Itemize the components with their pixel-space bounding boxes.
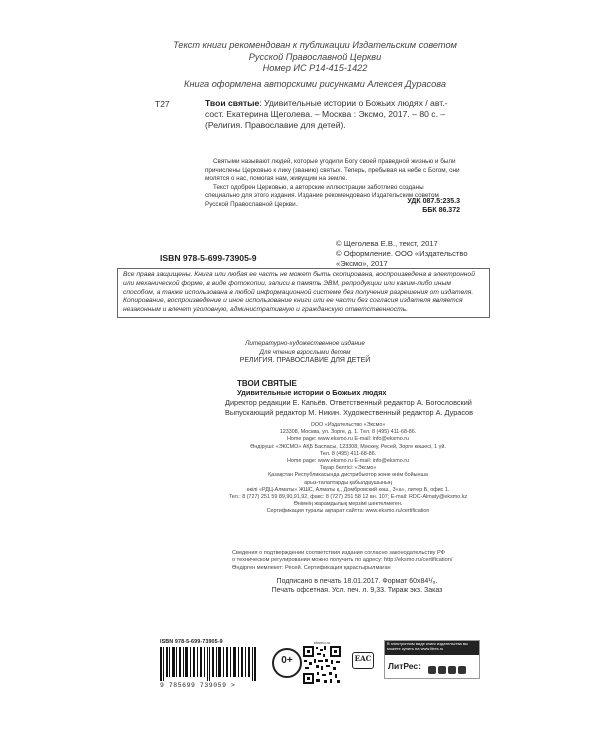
annotation-para: Святыми называют людей, которые угодили Богу своей праведной жизнью и были причислены Церковью к лику (званию) святых. Теперь, пребывая на небе с Богом, они молятся о нас, помогая нам, живущим на земле. (205, 158, 460, 183)
biblio-rest: : Удивительные истории о Божьих людях / авт.-сост. Екатерина Щеголева. – Москва : Эксмо, 2017. – 80 с. – (Религия. Православие для детей). (205, 98, 448, 131)
publisher-line: Сертификация туралы ақпарат сайтта: www.eksmo.ru/certification (266, 508, 430, 515)
publisher-line: Өнімнің жарамдылық мерзімі шектелмеген. (293, 501, 403, 508)
classification-codes (330, 197, 460, 215)
publisher-line: 123308, Москва, ул. Зорге, д. 1. Тел. 8 (495) 411-68-86. (279, 429, 417, 436)
publisher-line: Өндіруші: «ЭКСМО» АҚБ Баспасы, 123308, Мәскеу, Ресей, Зорге көшесі, 1 үй. (250, 443, 446, 450)
publisher-info (223, 422, 473, 516)
publisher-line: Home page: www.eksmo.ru E-mail: info@eksmo.ru (286, 436, 409, 443)
publisher-line: Home page: www.eksmo.ru E-mail: info@eksmo.ru (286, 458, 409, 465)
bbk-number: ББК 86.372 (422, 207, 460, 214)
certification-info (232, 550, 460, 572)
edition-line: Для чтения взрослыми детям (259, 348, 351, 356)
publisher-line: Тауар белгісі: «Эксмо» (319, 465, 377, 472)
series-name: РЕЛИГИЯ. ПРАВОСЛАВИЕ ДЛЯ ДЕТЕЙ (239, 357, 371, 364)
print-info (252, 577, 462, 595)
copyrights (336, 239, 476, 269)
staff-line: Директор редакции Е. Капьёв. Ответственный редактор А. Богословский (225, 398, 472, 407)
rights-notice (117, 268, 490, 318)
android-icon (448, 666, 456, 674)
edition-info (225, 340, 385, 366)
qr-block (302, 640, 342, 690)
biblio-record (205, 98, 460, 132)
rights-text: Все права защищены. Книга или любая ее часть не может быть скопирована, воспроизведена в электронной или механической форме, в виде фотокопии, записи в память ЭВМ, репродукции или каким-либо иным способом, а также использована в любой информационной системе без получения разрешения от издателя. Копирование, воспроизведение и иное использование книги или ее части без согласия издателя является незаконным и влечет уголовную, административную и гражданскую ответственность. (123, 271, 475, 314)
app-store-icon (428, 666, 436, 674)
staff-credits (225, 398, 480, 417)
edition-line: Литературно-художественное издание (245, 340, 365, 347)
biblio-title: Твои святые (205, 98, 260, 108)
isbn: ISBN 978-5-699-73905-9 (160, 253, 257, 263)
windows-icon (458, 666, 466, 674)
litres-brand: ЛитРес: (388, 661, 421, 671)
publisher-line: өкілі «РДЦ-Алматы» ЖШС, Алматы қ., Домбровский көш., 3«а», литер Б, офис 1. (246, 486, 450, 493)
annotation-para: Текст одобрен Церковью, а авторские иллюстрации заботливо созданы специально для этого издания. Издание рекомендовано Издательским советом Русской Православной Церкви. (205, 183, 439, 208)
copyright-line: © Щеголева Е.В., текст, 2017 (336, 239, 438, 248)
recommendation-line: Текст книги рекомендован к публикации Издательским советом (173, 40, 457, 50)
staff-line: Выпускающий редактор М. Никин. Художественный редактор А. Дурасов (225, 407, 473, 417)
qr-caption: eksmo.ru (313, 640, 331, 645)
publisher-line: Тел.: 8 (727) 251 59 89,90,91,92, факс: 8 (727) 251 58 12 вн. 107; E-mail: RDC-Almaty@eksmo.kz (228, 494, 468, 501)
bbk-code (155, 98, 205, 113)
litres-banner: В электронном виде книги издательства вы можете купить на www.litres.ru (385, 641, 479, 655)
print-line: Печать офсетная. Усл. печ. л. 9,33. Тираж экз. Заказ (271, 587, 443, 595)
header-block (170, 40, 460, 90)
book-title: ТВОИ СВЯТЫЕ (237, 379, 297, 388)
apple-icon (438, 666, 446, 674)
illustrations-note: Книга оформлена авторскими рисунками Алексея Дурасова (184, 78, 446, 89)
recommendation-line: Номер ИС Р14-415-1422 (262, 63, 368, 73)
barcode-icon (160, 647, 260, 681)
certification-line: Сведения о подтверждении соответствия издания согласно законодательству РФ (232, 550, 445, 556)
eac-mark-label: EAC (354, 654, 372, 663)
publisher-line: Тел. 8 (495) 411-68-86. (319, 450, 377, 457)
age-rating-label: 0+ (281, 655, 293, 666)
recommendation-line: Русской Православной Церкви (248, 51, 382, 62)
udk-code: УДК 087.5:235.3 (407, 198, 460, 205)
print-line: Подписано в печать 18.01.2017. Формат 60x84¹/₈. (276, 578, 438, 585)
book-subtitle: Удивительные истории о Божьих людях (237, 388, 387, 397)
barcode-digits: 9 785699 739059 > (160, 682, 236, 689)
barcode-block (160, 639, 263, 689)
publisher-line: ООО «Издательство «Эксмо» (310, 422, 386, 428)
publisher-line: арыз-талаптарды қабылдаушының (304, 479, 392, 486)
certification-line: Өндірген мемлекет: Ресей. Сертификация қарастырылмаған (232, 564, 391, 571)
certification-line: о техническом регулировании можно получить по адресу: http://eksmo.ru/certification/ (232, 557, 453, 564)
bbk-code-text: Т27 (155, 99, 170, 109)
app-store-icons (428, 661, 478, 679)
litres-promo[interactable] (384, 640, 480, 679)
copyright-line: © Оформление. ООО «Издательство «Эксмо», 2017 (336, 249, 468, 268)
barcode-isbn: ISBN 978-5-699-73905-9 (160, 639, 223, 645)
qr-code-icon[interactable] (302, 645, 342, 685)
publisher-line: Қазақстан Республикасында дистрибьютор және өнім бойынша (268, 472, 428, 479)
